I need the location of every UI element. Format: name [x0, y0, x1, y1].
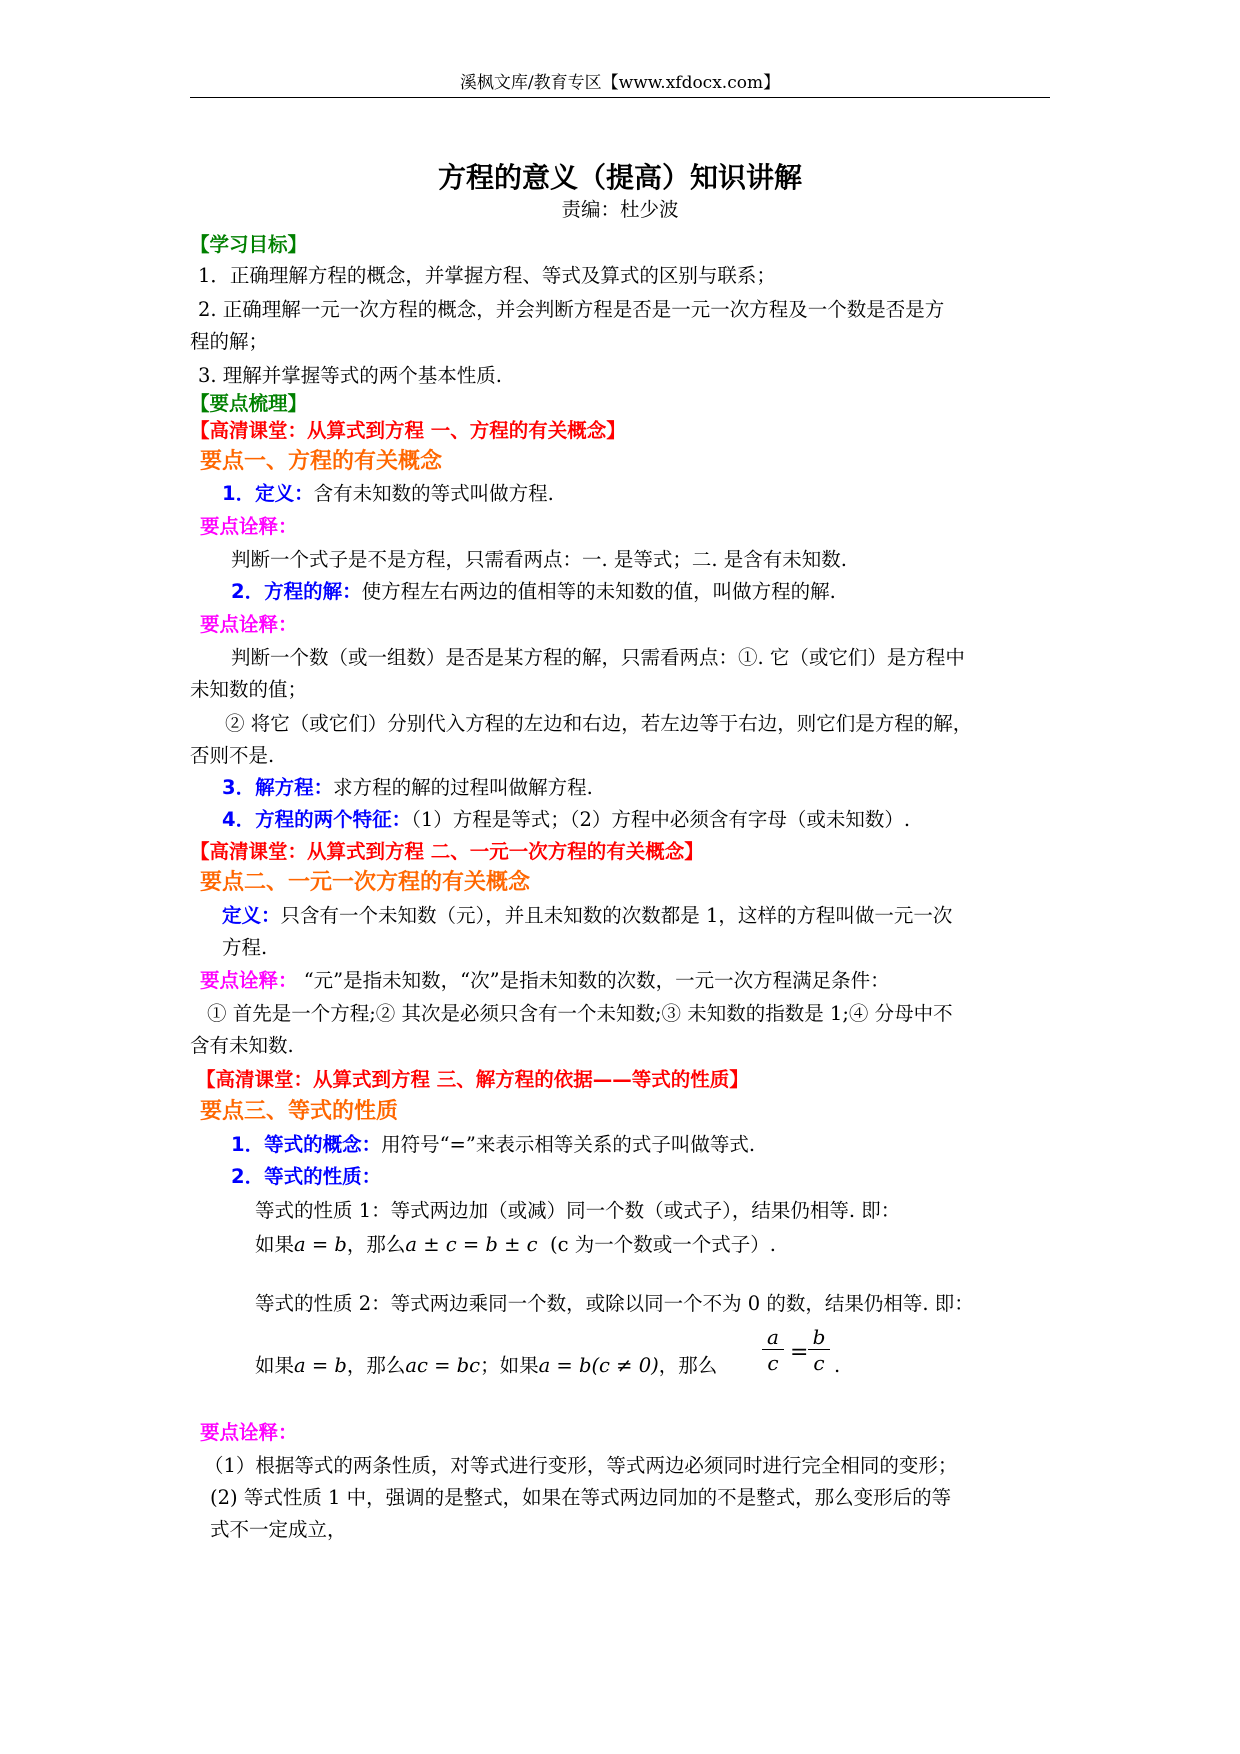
- formula-ac-eq-bc: ac = bc: [405, 1354, 481, 1377]
- sec1-features: [222, 806, 910, 834]
- sec2-note: [200, 967, 890, 995]
- sec2-point-heading: 要点二、一元一次方程的有关概念: [200, 870, 531, 895]
- formula-a-eq-b: a = b: [294, 1233, 347, 1256]
- sec3-property-label: 2．等式的性质：: [231, 1165, 382, 1188]
- author: 责编：杜少波: [561, 198, 679, 221]
- sec2-definition: [222, 902, 952, 930]
- solution-label: 2．方程的解：: [231, 580, 362, 603]
- goals-heading: 【学习目标】: [190, 233, 308, 256]
- sec2-note-text: “元”是指未知数，“次”是指未知数的次数，一元一次方程满足条件：: [297, 969, 890, 992]
- page-header: 溪枫文库/教育专区【www.xfdocx.com】: [459, 73, 781, 93]
- summary-heading: 【要点梳理】: [190, 392, 308, 415]
- sec1-solve: [222, 774, 593, 802]
- sec3-course-label: 【高清课堂：从算式到方程 三、解方程的依据——等式的性质】: [196, 1068, 749, 1091]
- formula-a-pm-c: a ± c = b ± c: [405, 1233, 538, 1256]
- goal-1: 1．正确理解方程的概念，并掌握方程、等式及算式的区别与联系；: [198, 264, 776, 287]
- solution-text: 使方程左右两边的值相等的未知数的值，叫做方程的解.: [361, 580, 836, 603]
- formula-a-eq-b-2: a = b: [294, 1354, 347, 1377]
- sec3-note-2-cont: 式不一定成立，: [210, 1518, 347, 1541]
- concept-text: 用符号“=”来表示相等关系的式子叫做等式.: [381, 1133, 756, 1156]
- formula-a-eq-b-c-nonzero: a = b(c ≠ 0): [538, 1354, 659, 1377]
- sec1-note1-text: 判断一个式子是不是方程，只需看两点：一. 是等式；二. 是含有未知数.: [231, 548, 847, 571]
- property-1-text: 等式的性质 1：等式两边加（或减）同一个数（或式子），结果仍相等. 即：: [255, 1199, 901, 1222]
- sec2-conditions-line1: ① 首先是一个方程;② 其次是必须只含有一个未知数;③ 未知数的指数是 1;④ 分母中不: [207, 1002, 953, 1025]
- sec2-definition-label: 定义：: [222, 904, 281, 927]
- goal-2: 2. 正确理解一元一次方程的概念，并会判断方程是否是一元一次方程及一个数是否是方: [198, 298, 945, 321]
- sec1-note2-label: 要点诠释：: [200, 613, 298, 636]
- concept-label: 1．等式的概念：: [231, 1133, 382, 1156]
- header-rule: [190, 97, 1050, 98]
- sec1-note2-line3: ② 将它（或它们）分别代入方程的左边和右边，若左边等于右边，则它们是方程的解，: [225, 712, 973, 735]
- sec3-concept: [231, 1131, 755, 1159]
- fraction-b-over-c: $\frac{b}{c}$: [808, 1325, 830, 1376]
- property-1-formula: 如果a = b，那么a ± c = b ± c (c 为一个数或一个式子）.: [255, 1233, 776, 1256]
- sec3-note-1: （1）根据等式的两条性质，对等式进行变形，等式两边必须同时进行完全相同的变形；: [204, 1454, 958, 1477]
- sec1-definition: [222, 480, 554, 508]
- page-title: 方程的意义（提高）知识讲解: [437, 161, 802, 194]
- definition-label: 1．定义：: [222, 482, 314, 505]
- sec2-definition-text: 只含有一个未知数（元），并且未知数的次数都是 1，这样的方程叫做一元一次: [280, 904, 953, 927]
- sec2-definition-cont: 方程.: [222, 936, 268, 959]
- sec1-solution: [231, 578, 836, 606]
- property-2-text: 等式的性质 2：等式两边乘同一个数，或除以同一个不为 0 的数，结果仍相等. 即：: [255, 1292, 974, 1315]
- sec1-note2-line2: 未知数的值；: [190, 678, 308, 701]
- goal-2-cont: 程的解；: [190, 330, 269, 353]
- sec1-note2-line4: 否则不是.: [190, 744, 275, 767]
- sec1-point-heading: 要点一、方程的有关概念: [200, 449, 443, 474]
- sec1-note1-label: 要点诠释：: [200, 515, 298, 538]
- sec1-note2-line1: 判断一个数（或一组数）是否是某方程的解，只需看两点：①. 它（或它们）是方程中: [231, 646, 965, 669]
- fraction-equals: =: [790, 1340, 809, 1365]
- sec2-conditions-line2: 含有未知数.: [190, 1034, 294, 1057]
- features-label: 4．方程的两个特征：: [222, 808, 412, 831]
- property-1-note: (c 为一个数或一个式子）.: [549, 1233, 776, 1256]
- sec3-note-2: (2) 等式性质 1 中，强调的是整式，如果在等式两边同加的不是整式，那么变形后的等: [210, 1486, 952, 1509]
- features-text: （1）方程是等式；（2）方程中必须含有字母（或未知数）.: [411, 808, 911, 831]
- property-2-formula: 如果a = b，那么ac = bc；如果a = b(c ≠ 0)，那么: [255, 1354, 718, 1377]
- sec2-course-label: 【高清课堂：从算式到方程 二、一元一次方程的有关概念】: [190, 840, 704, 863]
- fraction-period: .: [834, 1354, 841, 1377]
- definition-text: 含有未知数的等式叫做方程.: [313, 482, 554, 505]
- sec2-note-label: 要点诠释：: [200, 969, 298, 992]
- solve-text: 求方程的解的过程叫做解方程.: [333, 776, 593, 799]
- solve-label: 3．解方程：: [222, 776, 334, 799]
- sec3-point-heading: 要点三、等式的性质: [200, 1099, 399, 1124]
- sec1-course-label: 【高清课堂：从算式到方程 一、方程的有关概念】: [190, 419, 626, 442]
- goal-3: 3. 理解并掌握等式的两个基本性质.: [198, 364, 503, 387]
- fraction-a-over-c: $\frac{a}{c}$: [762, 1325, 784, 1376]
- sec3-note-label: 要点诠释：: [200, 1421, 298, 1444]
